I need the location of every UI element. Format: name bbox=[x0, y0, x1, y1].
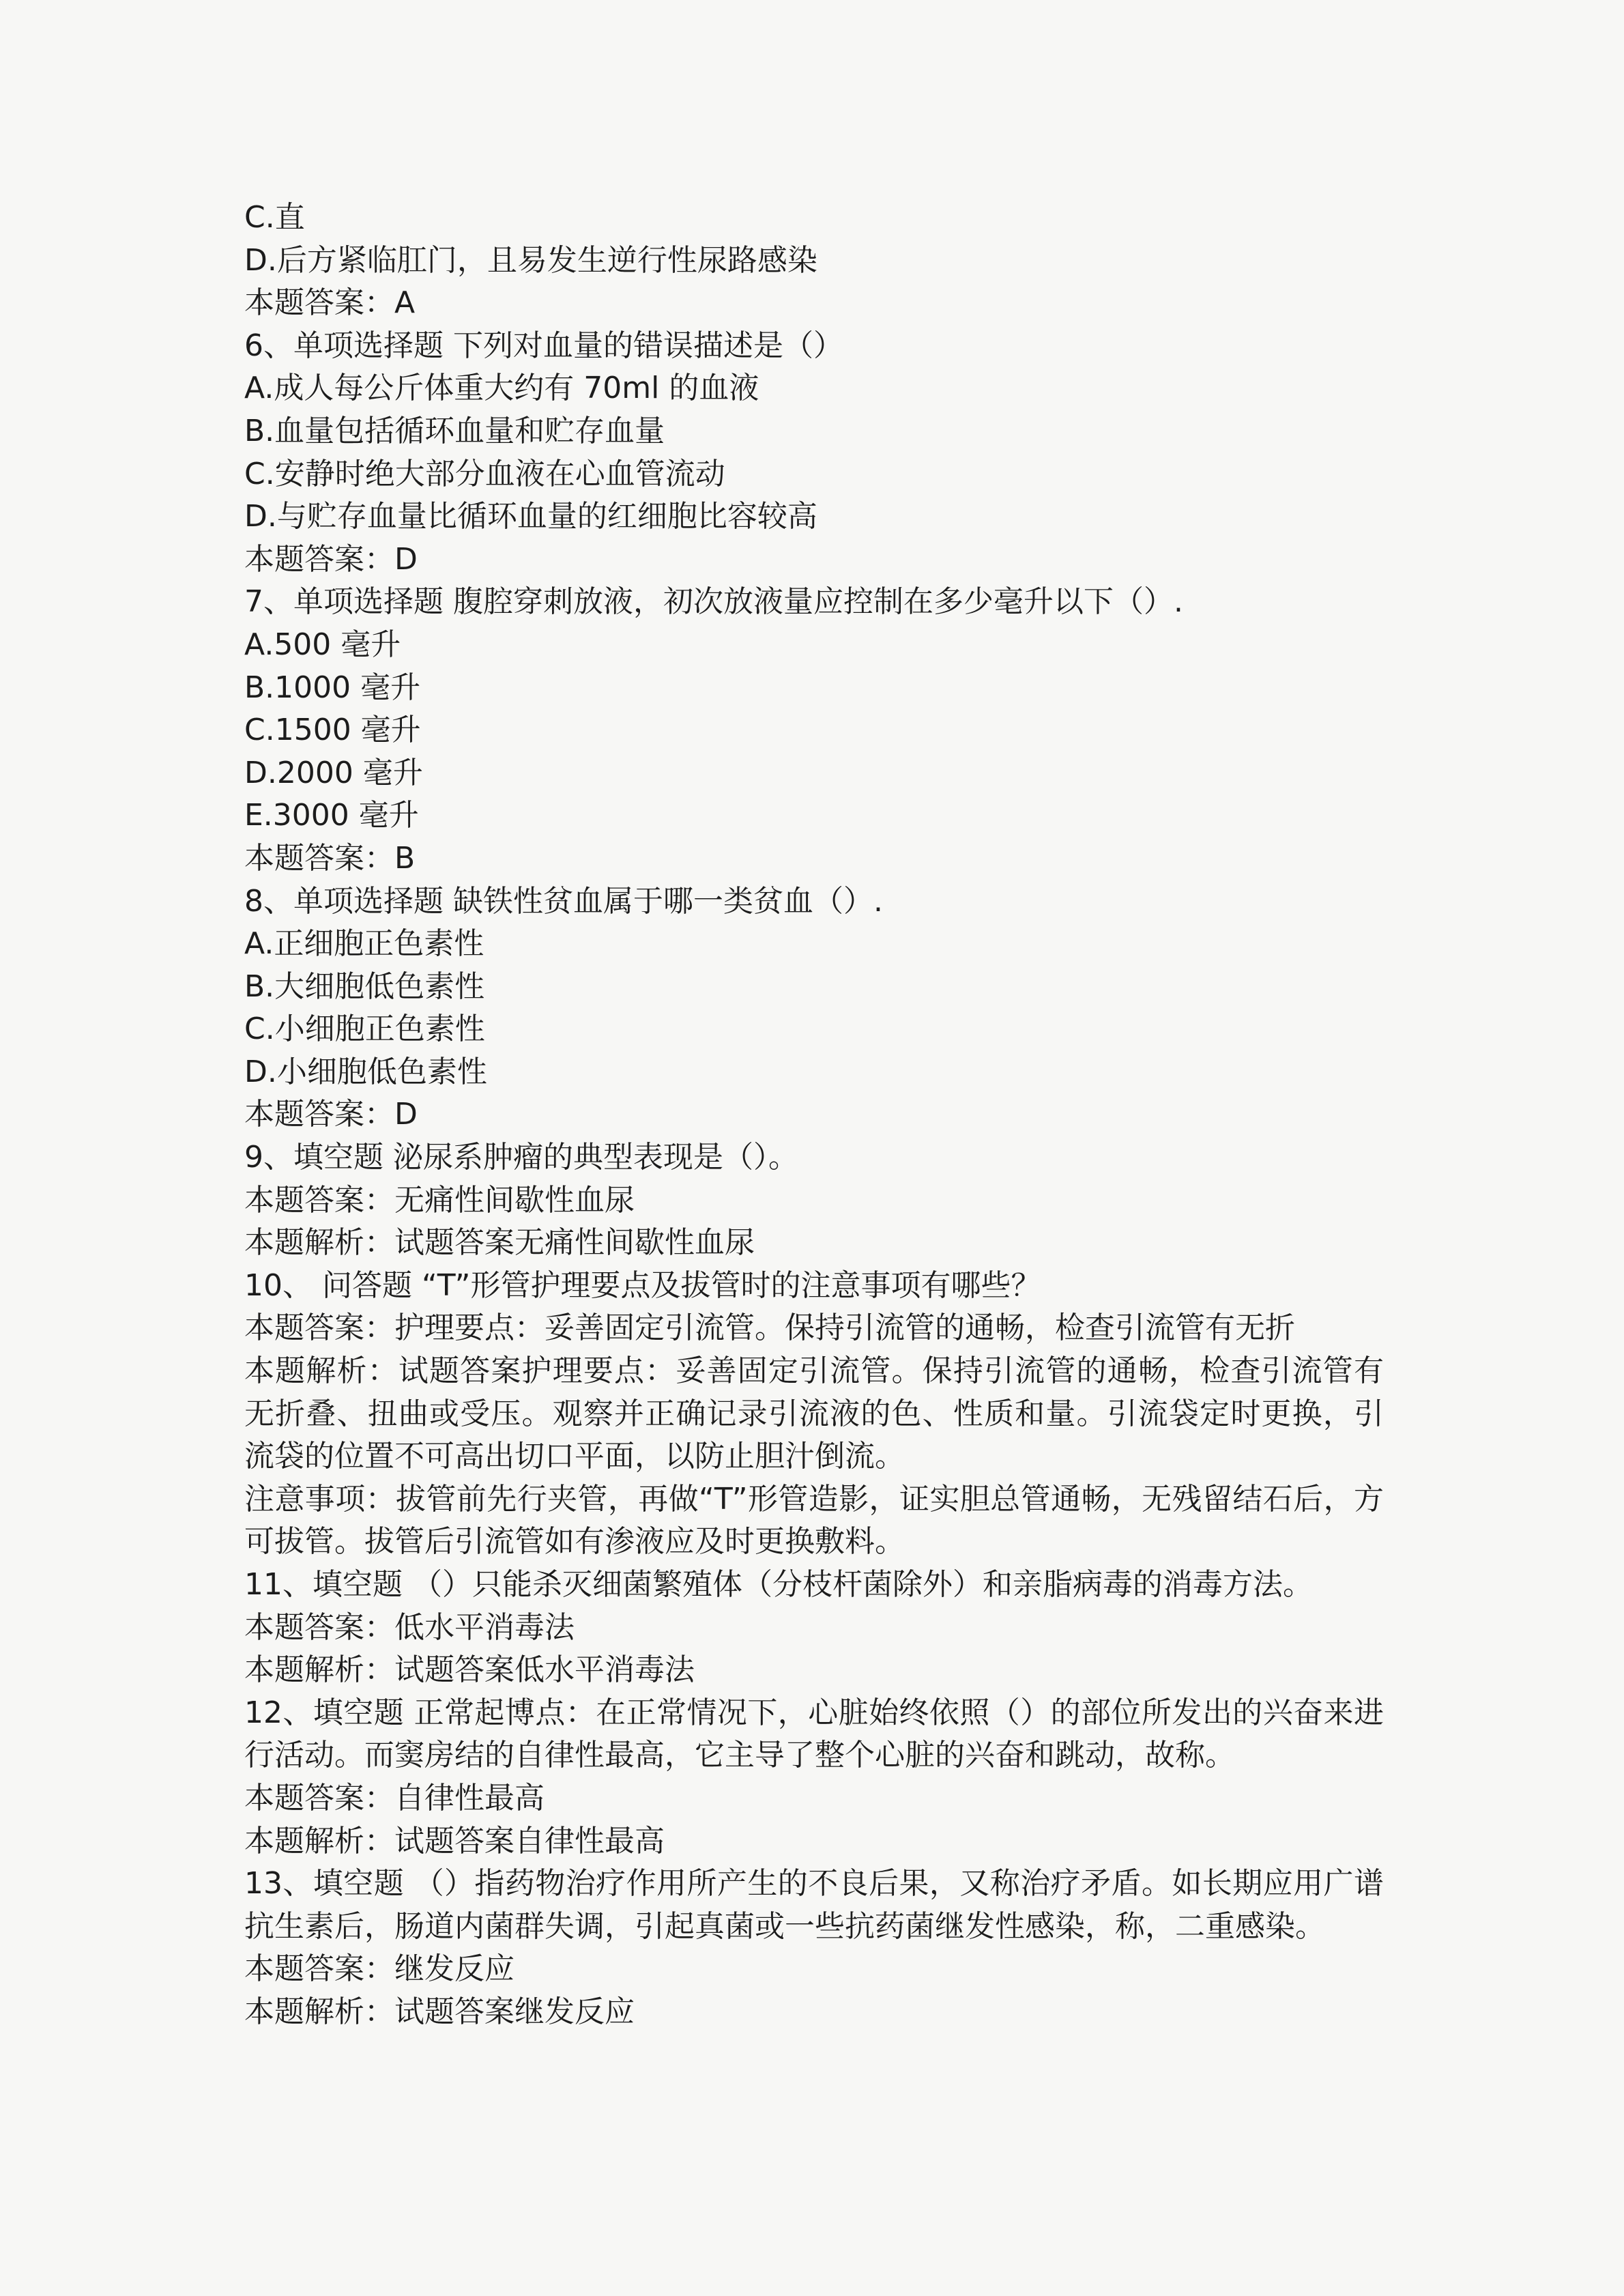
option-b-q7: B.1000 毫升 bbox=[244, 670, 421, 705]
option-a-q7: A.500 毫升 bbox=[244, 627, 401, 662]
option-e-q7: E.3000 毫升 bbox=[244, 798, 419, 833]
option-c-q6: C.安静时绝大部分血液在心血管流动 bbox=[244, 456, 725, 491]
question-13: 13、填空题 （）指药物治疗作用所产生的不良后果，又称治疗矛盾。如长期应用广谱抗生素后，肠道内菌群失调，引起真菌或一些抗药菌继发性感染，称，二重感染。 bbox=[244, 1866, 1384, 1944]
option-b-q8: B.大细胞低色素性 bbox=[244, 968, 485, 1004]
answer-q10: 本题答案：护理要点：妥善固定引流管。保持引流管的通畅，检查引流管有无折 bbox=[244, 1310, 1295, 1346]
question-12: 12、填空题 正常起博点：在正常情况下，心脏始终依照（）的部位所发出的兴奋来进行活动。而窦房结的自律性最高，它主导了整个心脏的兴奋和跳动，故称。 bbox=[244, 1695, 1384, 1773]
option-d-q8: D.小细胞低色素性 bbox=[244, 1054, 487, 1089]
question-11: 11、填空题 （）只能杀灭细菌繁殖体（分枝杆菌除外）和亲脂病毒的消毒方法。 bbox=[244, 1567, 1313, 1602]
option-a-q6: A.成人每公斤体重大约有 70ml 的血液 bbox=[244, 371, 759, 406]
explanation-q10: 本题解析：试题答案护理要点：妥善固定引流管。保持引流管的通畅，检查引流管有无折叠、扭曲或受压。观察并正确记录引流液的色、性质和量。引流袋定时更换，引流袋的位置不可高出切口平面，以防止胆汁倒流。 bbox=[244, 1353, 1384, 1474]
answer-q8: 本题答案：D bbox=[244, 1097, 418, 1132]
question-9: 9、填空题 泌尿系肿瘤的典型表现是（）。 bbox=[244, 1140, 798, 1175]
explanation-q9: 本题解析：试题答案无痛性间歇性血尿 bbox=[244, 1225, 755, 1261]
question-8: 8、单项选择题 缺铁性贫血属于哪一类贫血（）. bbox=[244, 883, 883, 919]
option-a-q8: A.正细胞正色素性 bbox=[244, 926, 484, 962]
option-c-q8: C.小细胞正色素性 bbox=[244, 1011, 485, 1047]
explanation-q13: 本题解析：试题答案继发反应 bbox=[244, 1994, 635, 2029]
question-10: 10、 问答题 “T”形管护理要点及拔管时的注意事项有哪些？ bbox=[244, 1267, 1041, 1303]
answer-q11: 本题答案：低水平消毒法 bbox=[244, 1609, 575, 1645]
question-7: 7、单项选择题 腹腔穿刺放液，初次放液量应控制在多少毫升以下（）. bbox=[244, 584, 1183, 620]
answer-q6: 本题答案：D bbox=[244, 541, 418, 577]
option-d-q5: D.后方紧临肛门，且易发生逆行性尿路感染 bbox=[244, 242, 817, 278]
answer-q5: 本题答案：A bbox=[244, 285, 416, 321]
answer-q7: 本题答案：B bbox=[244, 840, 416, 876]
notes-q10: 注意事项：拔管前先行夹管，再做“T”形管造影，证实胆总管通畅，无残留结石后，方可拔管。拔管后引流管如有渗液应及时更换敷料。 bbox=[244, 1481, 1384, 1560]
option-c-q7: C.1500 毫升 bbox=[244, 713, 421, 748]
answer-q12: 本题答案：自律性最高 bbox=[244, 1780, 545, 1816]
answer-q13: 本题答案：继发反应 bbox=[244, 1951, 514, 1987]
answer-q9: 本题答案：无痛性间歇性血尿 bbox=[244, 1182, 635, 1218]
option-c-q5: C.直 bbox=[244, 200, 305, 235]
option-b-q6: B.血量包括循环血量和贮存血量 bbox=[244, 413, 665, 448]
question-6: 6、单项选择题 下列对血量的错误描述是（） bbox=[244, 328, 843, 363]
explanation-q11: 本题解析：试题答案低水平消毒法 bbox=[244, 1652, 695, 1688]
option-d-q6: D.与贮存血量比循环血量的红细胞比容较高 bbox=[244, 499, 817, 534]
explanation-q12: 本题解析：试题答案自律性最高 bbox=[244, 1823, 665, 1859]
document-body bbox=[244, 197, 1384, 2034]
option-d-q7: D.2000 毫升 bbox=[244, 755, 423, 790]
